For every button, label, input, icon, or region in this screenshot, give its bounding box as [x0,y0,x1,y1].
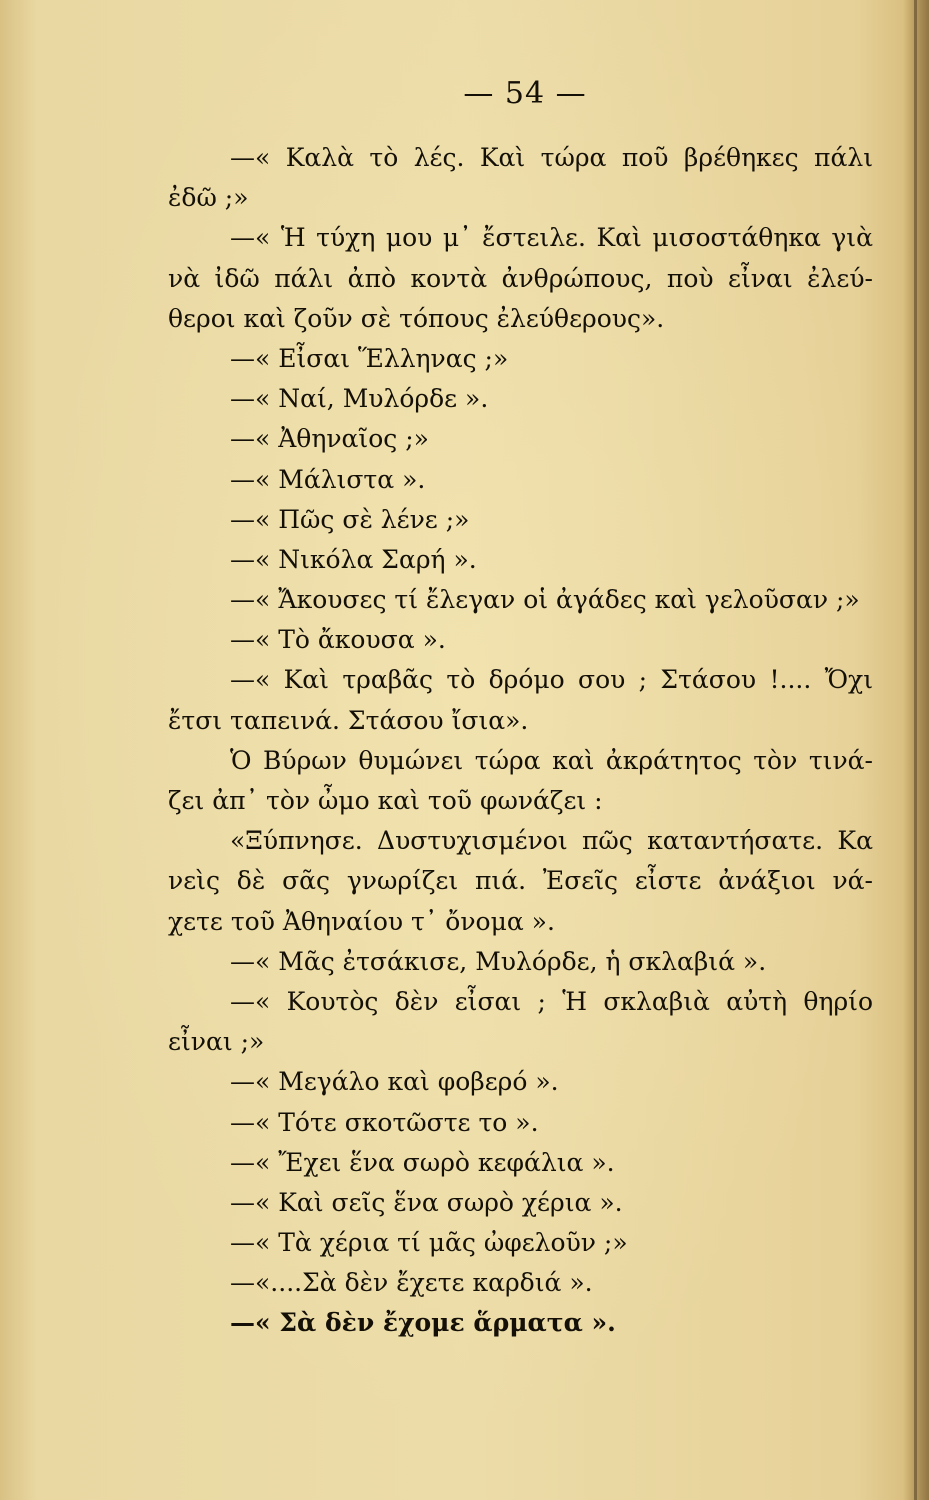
text-line: θεροι καὶ ζοῦν σὲ τόπους ἐλεύθερους». [168,303,665,333]
text-line: ζει ἀπ᾽ τὸν ὦμο καὶ τοῦ φωνάζει : [168,786,603,815]
text-line: —« Τὰ χέρια τί μᾶς ὠφελοῦν ;» [230,1228,628,1258]
text-line: —«....Σὰ δὲν ἔχετε καρδιά ». [230,1268,593,1298]
text-line: χετε τοῦ Ἀθηναίου τ᾽ ὄνομα ». [168,906,555,936]
text-line: —« Μάλιστα ». [230,464,426,494]
text-line: —« Μᾶς ἐτσάκισε, Μυλόρδε, ἡ σκλαβιά ». [230,946,767,976]
text-line: —« Τότε σκοτῶστε το ». [230,1107,539,1137]
text-line: Ὁ Βύρων θυμώνει τώρα καὶ ἀκράτητος τὸν τινά- [230,745,873,775]
text-line: —« Ναί, Μυλόρδε ». [230,384,489,414]
text-line: —« Ἄκουσες τί ἔλεγαν οἱ ἀγάδες καὶ γελοῦσαν ;» [230,585,860,615]
text-line: —« Μεγάλο καὶ φοβερό ». [230,1067,559,1097]
text-line: —« Πῶς σὲ λένε ;» [230,504,470,534]
text-line: νεὶς δὲ σᾶς γνωρίζει πιά. Ἐσεῖς εἶστε ἀνάξιοι νά- [168,866,873,896]
text-line: —« Κουτὸς δὲν εἶσαι ; Ἡ σκλαβιὰ αὐτὴ θηρίο [230,986,873,1016]
text-line: —« Καλὰ τὸ λές. Καὶ τώρα ποῦ βρέθηκες πάλι [230,143,873,172]
text-line: —« Σὰ δὲν ἔχομε ἅρματα ». [230,1308,616,1338]
text-line: —« Νικόλα Σαρή ». [230,544,477,574]
text-line: ἐδῶ ;» [168,183,249,213]
text-line: —« Ἡ τύχη μου μ᾽ ἔστειλε. Καὶ μισοστάθηκα γιὰ [230,223,873,253]
text-line: —« Τὸ ἄκουσα ». [230,625,446,655]
text-line: —« Ἀθηναῖος ;» [230,424,429,454]
page-number: — 54 — [463,76,587,111]
text-line: —« Καὶ σεῖς ἕνα σωρὸ χέρια ». [230,1187,623,1217]
page-edge-line [914,0,917,1500]
body-text [168,138,873,1344]
text-line: ἔτσι ταπεινά. Στάσου ἴσια». [168,705,529,735]
text-line: εἶναι ;» [168,1027,265,1057]
text-line: νὰ ἰδῶ πάλι ἀπὸ κοντὰ ἀνθρώπους, ποὺ εἶναι ἐλεύ- [168,263,873,293]
text-line: «Ξύπνησε. Δυστυχισμένοι πῶς καταντήσατε. Κα [230,826,873,856]
text-line: —« Ἔχει ἕνα σωρὸ κεφάλια ». [230,1147,615,1177]
text-line: —« Καὶ τραβᾶς τὸ δρόμο σου ; Στάσου !.... Ὄχι [230,665,873,695]
text-line: —« Εἶσαι Ἕλληνας ;» [230,343,509,373]
